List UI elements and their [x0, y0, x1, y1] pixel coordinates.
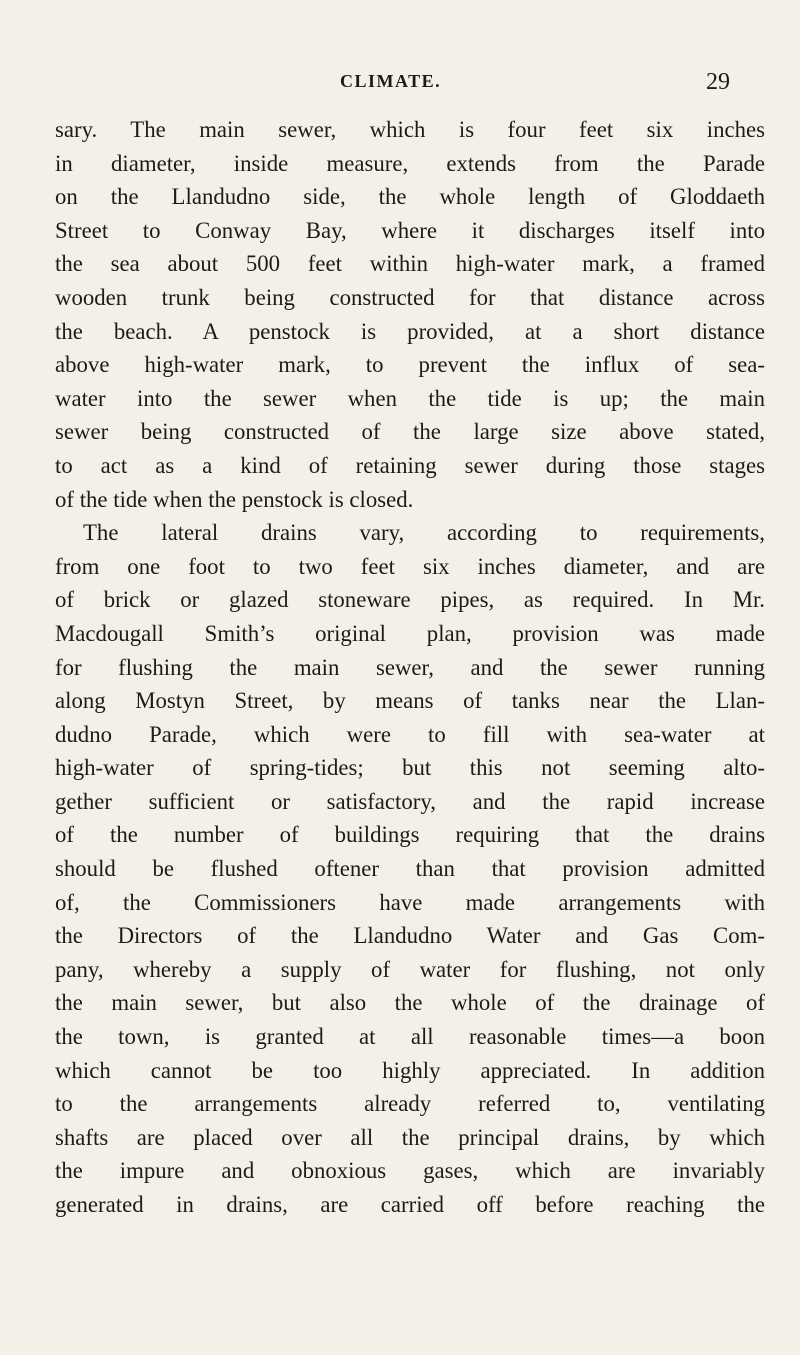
text-line: of the number of buildings requiring that the drains	[55, 822, 765, 848]
body-text	[55, 113, 765, 1222]
text-line: to the arrangements already referred to, ventilating	[55, 1091, 765, 1117]
text-line: on the Llandudno side, the whole length of Gloddaeth	[55, 184, 765, 210]
text-line: sary. The main sewer, which is four feet six inches	[55, 117, 765, 142]
text-line: wooden trunk being constructed for that distance across	[55, 284, 765, 310]
text-line: gether sufficient or satisfactory, and the rapid increase	[55, 788, 765, 814]
text-line: in diameter, inside measure, extends from the Parade	[55, 150, 765, 176]
text-line: Street to Conway Bay, where it discharges itself into	[55, 217, 765, 243]
page-number: 29	[706, 69, 730, 95]
text-line: along Mostyn Street, by means of tanks near the Llan-	[55, 688, 765, 714]
text-line: for flushing the main sewer, and the sewer running	[55, 654, 765, 680]
text-line: high-water of spring-tides; but this not seeming alto-	[55, 755, 765, 781]
text-line: the town, is granted at all reasonable times—a boon	[55, 1024, 765, 1050]
text-line: the impure and obnoxious gases, which are invariably	[55, 1158, 765, 1184]
text-line: Macdougall Smith’s original plan, provision was made	[55, 620, 765, 646]
text-line: sewer being constructed of the large size above stated,	[55, 419, 765, 445]
text-line: pany, whereby a supply of water for flushing, not only	[55, 956, 765, 982]
text-line: the Directors of the Llandudno Water and Gas Com-	[55, 923, 765, 949]
text-line: to act as a kind of retaining sewer during those stages	[55, 452, 765, 478]
text-line: dudno Parade, which were to fill with sea-water at	[55, 721, 765, 747]
text-line: of the tide when the penstock is closed.	[55, 486, 414, 512]
text-line: above high-water mark, to prevent the influx of sea-	[55, 352, 765, 378]
text-line: shafts are placed over all the principal drains, by which	[55, 1124, 765, 1150]
text-line: The lateral drains vary, according to requirements,	[83, 520, 765, 546]
running-head	[0, 71, 800, 105]
text-line: water into the sewer when the tide is up; the main	[55, 385, 765, 411]
text-line: which cannot be too highly appreciated. In addition	[55, 1057, 765, 1083]
text-line: from one foot to two feet six inches diameter, and are	[55, 553, 765, 579]
text-line: generated in drains, are carried off before reaching the	[55, 1192, 765, 1217]
running-title: CLIMATE.	[340, 71, 442, 91]
text-line: the main sewer, but also the whole of the drainage of	[55, 990, 765, 1016]
text-line: of, the Commissioners have made arrangements with	[55, 889, 765, 915]
text-line: the beach. A penstock is provided, at a short distance	[55, 318, 765, 344]
text-line: the sea about 500 feet within high-water mark, a framed	[55, 251, 765, 277]
text-line: should be flushed oftener than that provision admitted	[55, 856, 765, 882]
text-line: of brick or glazed stoneware pipes, as required. In Mr.	[55, 587, 765, 613]
